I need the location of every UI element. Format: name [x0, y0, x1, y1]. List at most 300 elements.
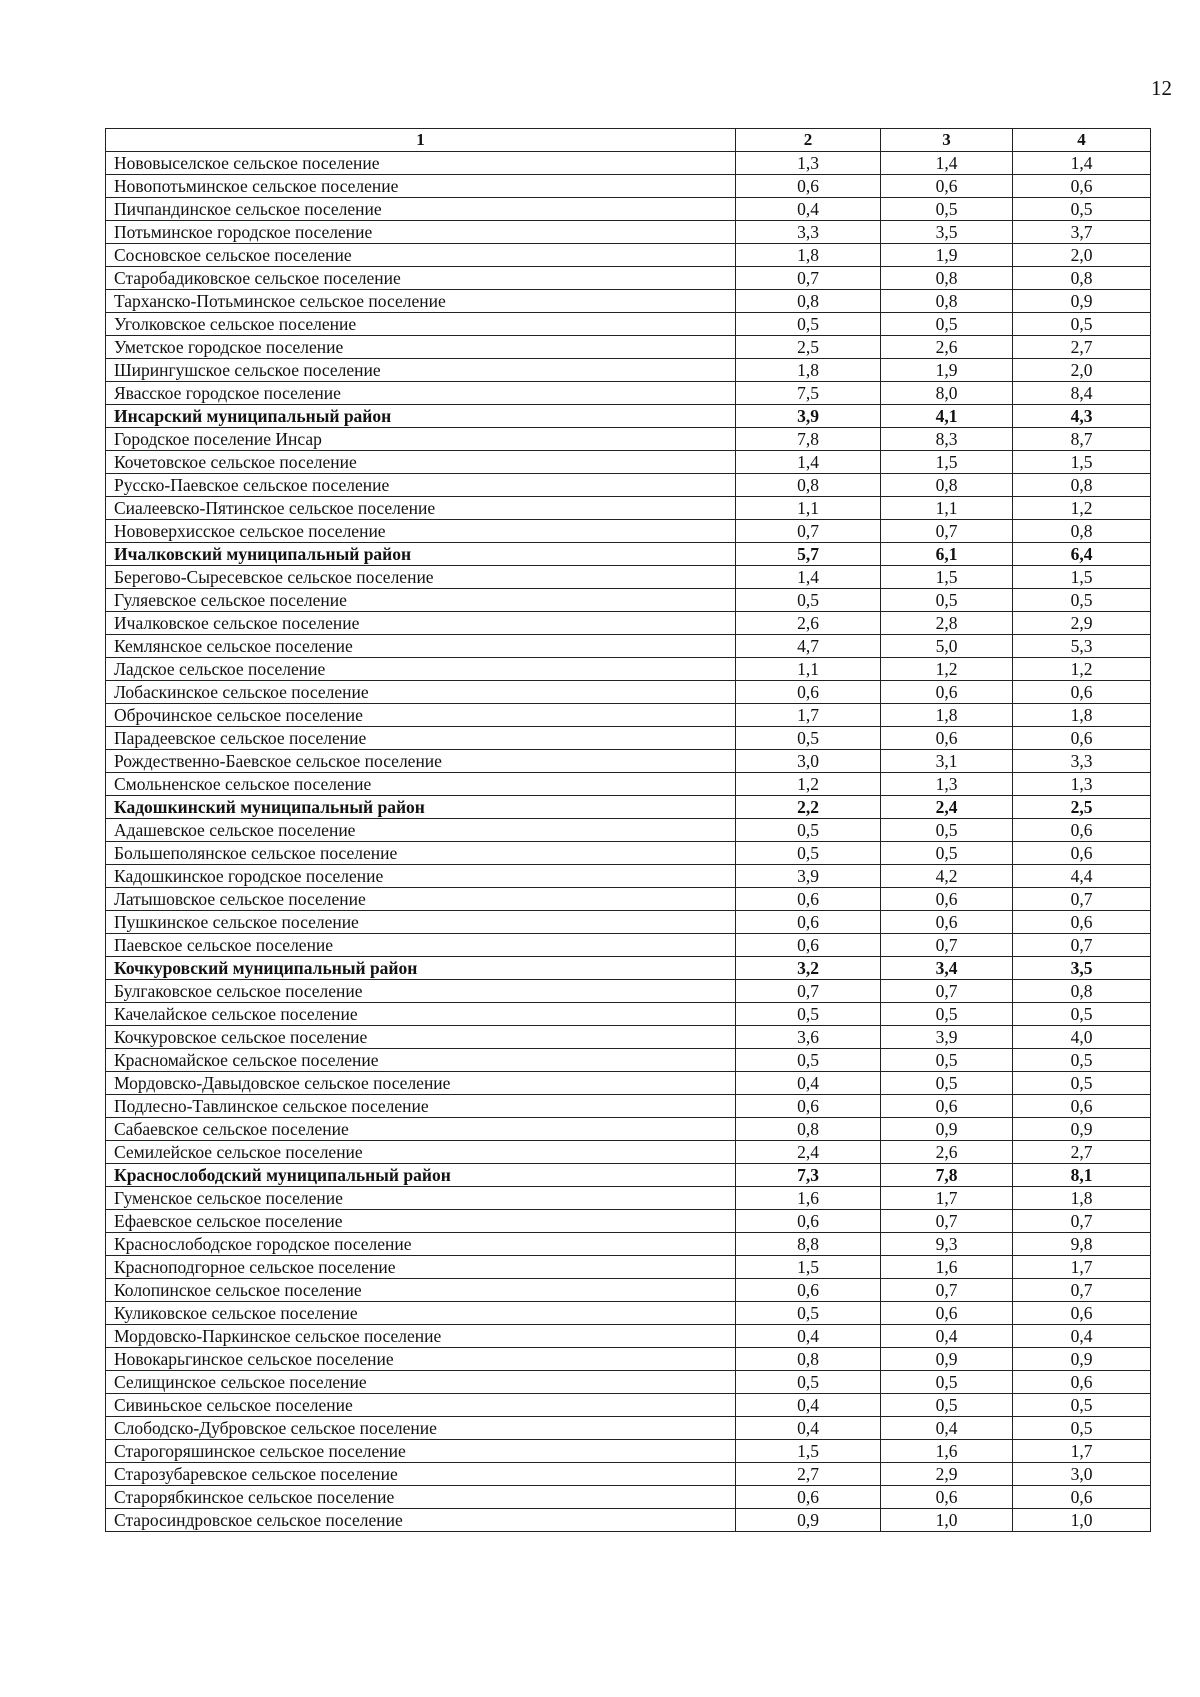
value-cell-col2: 2,2: [736, 796, 881, 819]
value-cell-col4: 0,6: [1013, 1486, 1151, 1509]
settlement-name-cell: Русско-Паевское сельское поселение: [106, 474, 736, 497]
settlement-name-cell: Кочкуровский муниципальный район: [106, 957, 736, 980]
value-cell-col2: 2,4: [736, 1141, 881, 1164]
settlement-name-cell: Гуляевское сельское поселение: [106, 589, 736, 612]
value-cell-col4: 0,8: [1013, 980, 1151, 1003]
value-cell-col2: 1,7: [736, 704, 881, 727]
table-row: [106, 819, 1151, 842]
value-cell-col4: 6,4: [1013, 543, 1151, 566]
value-cell-col4: 0,6: [1013, 1371, 1151, 1394]
value-cell-col2: 1,4: [736, 566, 881, 589]
value-cell-col3: 2,6: [881, 1141, 1013, 1164]
value-cell-col4: 0,9: [1013, 1118, 1151, 1141]
table-row: [106, 1187, 1151, 1210]
column-header-2: 2: [736, 129, 881, 152]
value-cell-col3: 0,9: [881, 1118, 1013, 1141]
table-header-row: [106, 129, 1151, 152]
value-cell-col4: 2,5: [1013, 796, 1151, 819]
value-cell-col4: 2,7: [1013, 336, 1151, 359]
table-row: [106, 865, 1151, 888]
value-cell-col4: 0,7: [1013, 888, 1151, 911]
value-cell-col2: 0,7: [736, 267, 881, 290]
value-cell-col4: 8,4: [1013, 382, 1151, 405]
settlement-name-cell: Лобаскинское сельское поселение: [106, 681, 736, 704]
value-cell-col4: 2,0: [1013, 244, 1151, 267]
value-cell-col4: 0,7: [1013, 1279, 1151, 1302]
value-cell-col2: 1,1: [736, 658, 881, 681]
value-cell-col3: 9,3: [881, 1233, 1013, 1256]
value-cell-col4: 0,6: [1013, 681, 1151, 704]
value-cell-col3: 0,6: [881, 681, 1013, 704]
settlement-name-cell: Нововыселское сельское поселение: [106, 152, 736, 175]
table-row: [106, 198, 1151, 221]
value-cell-col3: 1,5: [881, 566, 1013, 589]
value-cell-col3: 2,4: [881, 796, 1013, 819]
table-row: [106, 1509, 1151, 1532]
table-row: [106, 1026, 1151, 1049]
settlement-name-cell: Пичпандинское сельское поселение: [106, 198, 736, 221]
value-cell-col4: 8,1: [1013, 1164, 1151, 1187]
value-cell-col3: 0,6: [881, 175, 1013, 198]
table-row: [106, 1049, 1151, 1072]
value-cell-col3: 0,8: [881, 267, 1013, 290]
value-cell-col4: 0,5: [1013, 589, 1151, 612]
value-cell-col4: 1,8: [1013, 1187, 1151, 1210]
settlement-name-cell: Мордовско-Паркинское сельское поселение: [106, 1325, 736, 1348]
table-row-district: [106, 957, 1151, 980]
table-row: [106, 727, 1151, 750]
table-row: [106, 1095, 1151, 1118]
settlement-name-cell: Уголковское сельское поселение: [106, 313, 736, 336]
settlement-name-cell: Булгаковское сельское поселение: [106, 980, 736, 1003]
value-cell-col3: 0,5: [881, 198, 1013, 221]
value-cell-col3: 0,7: [881, 520, 1013, 543]
value-cell-col2: 0,8: [736, 290, 881, 313]
value-cell-col2: 0,5: [736, 842, 881, 865]
table-row: [106, 1486, 1151, 1509]
value-cell-col2: 1,5: [736, 1256, 881, 1279]
value-cell-col4: 0,5: [1013, 198, 1151, 221]
table-row: [106, 1348, 1151, 1371]
value-cell-col2: 7,3: [736, 1164, 881, 1187]
table-row: [106, 658, 1151, 681]
value-cell-col3: 0,6: [881, 888, 1013, 911]
value-cell-col2: 7,8: [736, 428, 881, 451]
table-row: [106, 221, 1151, 244]
settlement-name-cell: Потьминское городское поселение: [106, 221, 736, 244]
value-cell-col4: 0,6: [1013, 175, 1151, 198]
value-cell-col2: 1,2: [736, 773, 881, 796]
value-cell-col3: 0,5: [881, 313, 1013, 336]
value-cell-col3: 3,1: [881, 750, 1013, 773]
table-row: [106, 290, 1151, 313]
value-cell-col3: 0,4: [881, 1325, 1013, 1348]
value-cell-col2: 0,6: [736, 1210, 881, 1233]
table-row-district: [106, 405, 1151, 428]
value-cell-col3: 3,5: [881, 221, 1013, 244]
value-cell-col2: 0,6: [736, 911, 881, 934]
value-cell-col4: 0,5: [1013, 313, 1151, 336]
settlement-name-cell: Подлесно-Тавлинское сельское поселение: [106, 1095, 736, 1118]
settlement-name-cell: Берегово-Сыресевское сельское поселение: [106, 566, 736, 589]
table-row: [106, 175, 1151, 198]
value-cell-col4: 0,6: [1013, 727, 1151, 750]
settlement-name-cell: Колопинское сельское поселение: [106, 1279, 736, 1302]
settlement-name-cell: Оброчинское сельское поселение: [106, 704, 736, 727]
value-cell-col3: 0,8: [881, 290, 1013, 313]
value-cell-col2: 1,1: [736, 497, 881, 520]
value-cell-col3: 1,6: [881, 1256, 1013, 1279]
value-cell-col2: 0,9: [736, 1509, 881, 1532]
value-cell-col3: 0,4: [881, 1417, 1013, 1440]
value-cell-col2: 0,5: [736, 313, 881, 336]
settlement-name-cell: Парадеевское сельское поселение: [106, 727, 736, 750]
value-cell-col3: 4,2: [881, 865, 1013, 888]
table-row: [106, 382, 1151, 405]
value-cell-col2: 1,3: [736, 152, 881, 175]
settlement-name-cell: Сосновское сельское поселение: [106, 244, 736, 267]
value-cell-col4: 2,9: [1013, 612, 1151, 635]
value-cell-col4: 4,4: [1013, 865, 1151, 888]
table-row: [106, 635, 1151, 658]
value-cell-col3: 1,6: [881, 1440, 1013, 1463]
value-cell-col2: 3,9: [736, 405, 881, 428]
value-cell-col4: 1,7: [1013, 1256, 1151, 1279]
value-cell-col2: 0,4: [736, 1417, 881, 1440]
value-cell-col4: 0,9: [1013, 1348, 1151, 1371]
value-cell-col2: 0,7: [736, 520, 881, 543]
value-cell-col2: 1,6: [736, 1187, 881, 1210]
table-row: [106, 612, 1151, 635]
value-cell-col4: 3,3: [1013, 750, 1151, 773]
settlement-name-cell: Куликовское сельское поселение: [106, 1302, 736, 1325]
value-cell-col3: 6,1: [881, 543, 1013, 566]
table-row: [106, 152, 1151, 175]
value-cell-col2: 0,7: [736, 980, 881, 1003]
value-cell-col4: 0,5: [1013, 1003, 1151, 1026]
settlement-name-cell: Ичалковское сельское поселение: [106, 612, 736, 635]
table-header: [106, 129, 1151, 152]
settlement-name-cell: Сабаевское сельское поселение: [106, 1118, 736, 1141]
value-cell-col3: 8,0: [881, 382, 1013, 405]
table-row: [106, 520, 1151, 543]
settlement-name-cell: Мордовско-Давыдовское сельское поселение: [106, 1072, 736, 1095]
table-row: [106, 1233, 1151, 1256]
value-cell-col3: 1,7: [881, 1187, 1013, 1210]
value-cell-col4: 0,8: [1013, 520, 1151, 543]
value-cell-col2: 0,5: [736, 1302, 881, 1325]
table-row: [106, 497, 1151, 520]
value-cell-col2: 4,7: [736, 635, 881, 658]
settlement-name-cell: Старобадиковское сельское поселение: [106, 267, 736, 290]
value-cell-col2: 2,7: [736, 1463, 881, 1486]
table-row: [106, 1394, 1151, 1417]
value-cell-col2: 0,6: [736, 1279, 881, 1302]
settlement-name-cell: Кочкуровское сельское поселение: [106, 1026, 736, 1049]
value-cell-col4: 0,7: [1013, 1210, 1151, 1233]
value-cell-col3: 7,8: [881, 1164, 1013, 1187]
data-table: [105, 128, 1151, 1532]
settlement-name-cell: Явасское городское поселение: [106, 382, 736, 405]
value-cell-col3: 0,7: [881, 934, 1013, 957]
column-header-3: 3: [881, 129, 1013, 152]
value-cell-col4: 0,6: [1013, 1095, 1151, 1118]
value-cell-col3: 8,3: [881, 428, 1013, 451]
table-row: [106, 1371, 1151, 1394]
value-cell-col3: 2,9: [881, 1463, 1013, 1486]
value-cell-col2: 0,5: [736, 1003, 881, 1026]
value-cell-col3: 0,5: [881, 842, 1013, 865]
value-cell-col3: 1,4: [881, 152, 1013, 175]
value-cell-col2: 0,5: [736, 727, 881, 750]
table-row: [106, 1118, 1151, 1141]
settlement-name-cell: Адашевское сельское поселение: [106, 819, 736, 842]
value-cell-col3: 5,0: [881, 635, 1013, 658]
settlement-name-cell: Смольненское сельское поселение: [106, 773, 736, 796]
value-cell-col2: 1,4: [736, 451, 881, 474]
value-cell-col4: 0,8: [1013, 474, 1151, 497]
settlement-name-cell: Новокарьгинское сельское поселение: [106, 1348, 736, 1371]
value-cell-col4: 4,0: [1013, 1026, 1151, 1049]
table-row: [106, 681, 1151, 704]
value-cell-col4: 0,6: [1013, 819, 1151, 842]
value-cell-col2: 0,6: [736, 681, 881, 704]
value-cell-col3: 0,5: [881, 1049, 1013, 1072]
value-cell-col4: 2,7: [1013, 1141, 1151, 1164]
value-cell-col2: 1,5: [736, 1440, 881, 1463]
table-row: [106, 267, 1151, 290]
table-row: [106, 1072, 1151, 1095]
settlement-name-cell: Большеполянское сельское поселение: [106, 842, 736, 865]
value-cell-col3: 0,6: [881, 1302, 1013, 1325]
page-number: 12: [1151, 76, 1172, 100]
value-cell-col4: 1,2: [1013, 497, 1151, 520]
value-cell-col3: 4,1: [881, 405, 1013, 428]
table-row: [106, 336, 1151, 359]
settlement-name-cell: Городское поселение Инсар: [106, 428, 736, 451]
value-cell-col2: 3,6: [736, 1026, 881, 1049]
value-cell-col2: 0,6: [736, 1095, 881, 1118]
column-header-4: 4: [1013, 129, 1151, 152]
settlement-name-cell: Уметское городское поселение: [106, 336, 736, 359]
value-cell-col3: 0,6: [881, 1095, 1013, 1118]
value-cell-col2: 0,6: [736, 175, 881, 198]
table-row: [106, 1417, 1151, 1440]
table-row: [106, 1003, 1151, 1026]
value-cell-col4: 1,5: [1013, 451, 1151, 474]
settlement-name-cell: Слободско-Дубровское сельское поселение: [106, 1417, 736, 1440]
settlement-name-cell: Сивиньское сельское поселение: [106, 1394, 736, 1417]
table-row: [106, 934, 1151, 957]
settlement-name-cell: Краснослободское городское поселение: [106, 1233, 736, 1256]
table-row: [106, 888, 1151, 911]
value-cell-col3: 0,9: [881, 1348, 1013, 1371]
table-row: [106, 589, 1151, 612]
value-cell-col4: 3,5: [1013, 957, 1151, 980]
settlement-name-cell: Пушкинское сельское поселение: [106, 911, 736, 934]
value-cell-col3: 3,9: [881, 1026, 1013, 1049]
value-cell-col2: 0,4: [736, 1072, 881, 1095]
value-cell-col3: 0,5: [881, 1072, 1013, 1095]
settlement-name-cell: Кемлянское сельское поселение: [106, 635, 736, 658]
value-cell-col3: 0,7: [881, 1210, 1013, 1233]
table-row: [106, 566, 1151, 589]
settlement-name-cell: Ширингушское сельское поселение: [106, 359, 736, 382]
value-cell-col4: 0,6: [1013, 1302, 1151, 1325]
value-cell-col4: 0,5: [1013, 1417, 1151, 1440]
value-cell-col3: 0,7: [881, 1279, 1013, 1302]
settlement-name-cell: Старогоряшинское сельское поселение: [106, 1440, 736, 1463]
value-cell-col3: 1,5: [881, 451, 1013, 474]
value-cell-col2: 3,0: [736, 750, 881, 773]
value-cell-col4: 0,5: [1013, 1049, 1151, 1072]
value-cell-col2: 3,9: [736, 865, 881, 888]
value-cell-col3: 1,1: [881, 497, 1013, 520]
value-cell-col4: 0,5: [1013, 1072, 1151, 1095]
table-row: [106, 1325, 1151, 1348]
value-cell-col4: 3,7: [1013, 221, 1151, 244]
table-row: [106, 911, 1151, 934]
table-row: [106, 428, 1151, 451]
settlement-name-cell: Кочетовское сельское поселение: [106, 451, 736, 474]
table-body: [106, 152, 1151, 1532]
settlement-name-cell: Семилейское сельское поселение: [106, 1141, 736, 1164]
settlement-name-cell: Нововерхисское сельское поселение: [106, 520, 736, 543]
table-row: [106, 1279, 1151, 1302]
value-cell-col3: 1,0: [881, 1509, 1013, 1532]
value-cell-col4: 1,2: [1013, 658, 1151, 681]
value-cell-col3: 3,4: [881, 957, 1013, 980]
table-row: [106, 842, 1151, 865]
settlement-name-cell: Старосиндровское сельское поселение: [106, 1509, 736, 1532]
settlement-name-cell: Качелайское сельское поселение: [106, 1003, 736, 1026]
table-row-district: [106, 543, 1151, 566]
value-cell-col2: 1,8: [736, 244, 881, 267]
settlement-name-cell: Кадошкинское городское поселение: [106, 865, 736, 888]
value-cell-col2: 0,8: [736, 474, 881, 497]
settlement-name-cell: Рождественно-Баевское сельское поселение: [106, 750, 736, 773]
settlement-name-cell: Сиалеевско-Пятинское сельское поселение: [106, 497, 736, 520]
value-cell-col4: 3,0: [1013, 1463, 1151, 1486]
table-row: [106, 1463, 1151, 1486]
value-cell-col4: 4,3: [1013, 405, 1151, 428]
value-cell-col4: 0,5: [1013, 1394, 1151, 1417]
settlement-name-cell: Тарханско-Потьминское сельское поселение: [106, 290, 736, 313]
value-cell-col3: 1,8: [881, 704, 1013, 727]
value-cell-col3: 0,5: [881, 819, 1013, 842]
value-cell-col2: 0,5: [736, 589, 881, 612]
value-cell-col4: 1,0: [1013, 1509, 1151, 1532]
value-cell-col2: 0,6: [736, 888, 881, 911]
value-cell-col2: 5,7: [736, 543, 881, 566]
settlement-name-cell: Новопотьминское сельское поселение: [106, 175, 736, 198]
value-cell-col2: 3,3: [736, 221, 881, 244]
settlement-name-cell: Ичалковский муниципальный район: [106, 543, 736, 566]
table-row: [106, 704, 1151, 727]
table-row: [106, 451, 1151, 474]
value-cell-col4: 0,9: [1013, 290, 1151, 313]
table-row: [106, 773, 1151, 796]
value-cell-col2: 0,4: [736, 1325, 881, 1348]
value-cell-col3: 1,3: [881, 773, 1013, 796]
value-cell-col3: 0,5: [881, 1394, 1013, 1417]
value-cell-col4: 9,8: [1013, 1233, 1151, 1256]
value-cell-col4: 0,4: [1013, 1325, 1151, 1348]
table-row: [106, 750, 1151, 773]
value-cell-col2: 0,5: [736, 1049, 881, 1072]
value-cell-col4: 0,6: [1013, 842, 1151, 865]
settlement-name-cell: Латышовское сельское поселение: [106, 888, 736, 911]
value-cell-col2: 1,8: [736, 359, 881, 382]
settlement-name-cell: Старозубаревское сельское поселение: [106, 1463, 736, 1486]
value-cell-col3: 0,5: [881, 1371, 1013, 1394]
value-cell-col3: 0,6: [881, 1486, 1013, 1509]
table-row: [106, 313, 1151, 336]
column-header-1: 1: [106, 129, 736, 152]
table-row-district: [106, 796, 1151, 819]
value-cell-col2: 0,6: [736, 934, 881, 957]
settlement-name-cell: Старорябкинское сельское поселение: [106, 1486, 736, 1509]
value-cell-col4: 1,8: [1013, 704, 1151, 727]
value-cell-col3: 2,6: [881, 336, 1013, 359]
value-cell-col4: 2,0: [1013, 359, 1151, 382]
value-cell-col3: 0,6: [881, 911, 1013, 934]
settlement-name-cell: Ладское сельское поселение: [106, 658, 736, 681]
table-row-district: [106, 1164, 1151, 1187]
value-cell-col4: 0,8: [1013, 267, 1151, 290]
value-cell-col4: 1,5: [1013, 566, 1151, 589]
settlement-name-cell: Красноподгорное сельское поселение: [106, 1256, 736, 1279]
table-row: [106, 1302, 1151, 1325]
value-cell-col3: 0,7: [881, 980, 1013, 1003]
value-cell-col3: 0,5: [881, 1003, 1013, 1026]
value-cell-col2: 0,8: [736, 1348, 881, 1371]
settlement-name-cell: Паевское сельское поселение: [106, 934, 736, 957]
value-cell-col4: 5,3: [1013, 635, 1151, 658]
value-cell-col3: 0,8: [881, 474, 1013, 497]
value-cell-col2: 8,8: [736, 1233, 881, 1256]
value-cell-col2: 0,4: [736, 1394, 881, 1417]
settlement-name-cell: Гуменское сельское поселение: [106, 1187, 736, 1210]
value-cell-col2: 0,5: [736, 819, 881, 842]
settlement-name-cell: Красномайское сельское поселение: [106, 1049, 736, 1072]
value-cell-col2: 0,5: [736, 1371, 881, 1394]
value-cell-col2: 2,5: [736, 336, 881, 359]
value-cell-col2: 0,8: [736, 1118, 881, 1141]
value-cell-col3: 1,9: [881, 244, 1013, 267]
value-cell-col2: 2,6: [736, 612, 881, 635]
settlement-name-cell: Кадошкинский муниципальный район: [106, 796, 736, 819]
table-row: [106, 359, 1151, 382]
value-cell-col4: 0,7: [1013, 934, 1151, 957]
settlement-name-cell: Краснослободский муниципальный район: [106, 1164, 736, 1187]
value-cell-col4: 1,4: [1013, 152, 1151, 175]
value-cell-col3: 1,9: [881, 359, 1013, 382]
value-cell-col4: 1,3: [1013, 773, 1151, 796]
value-cell-col3: 2,8: [881, 612, 1013, 635]
table-row: [106, 244, 1151, 267]
value-cell-col3: 0,6: [881, 727, 1013, 750]
settlement-name-cell: Инсарский муниципальный район: [106, 405, 736, 428]
value-cell-col2: 0,4: [736, 198, 881, 221]
value-cell-col3: 1,2: [881, 658, 1013, 681]
table-row: [106, 1210, 1151, 1233]
table-row: [106, 1440, 1151, 1463]
settlement-name-cell: Селищинское сельское поселение: [106, 1371, 736, 1394]
value-cell-col2: 3,2: [736, 957, 881, 980]
value-cell-col2: 0,6: [736, 1486, 881, 1509]
value-cell-col2: 7,5: [736, 382, 881, 405]
